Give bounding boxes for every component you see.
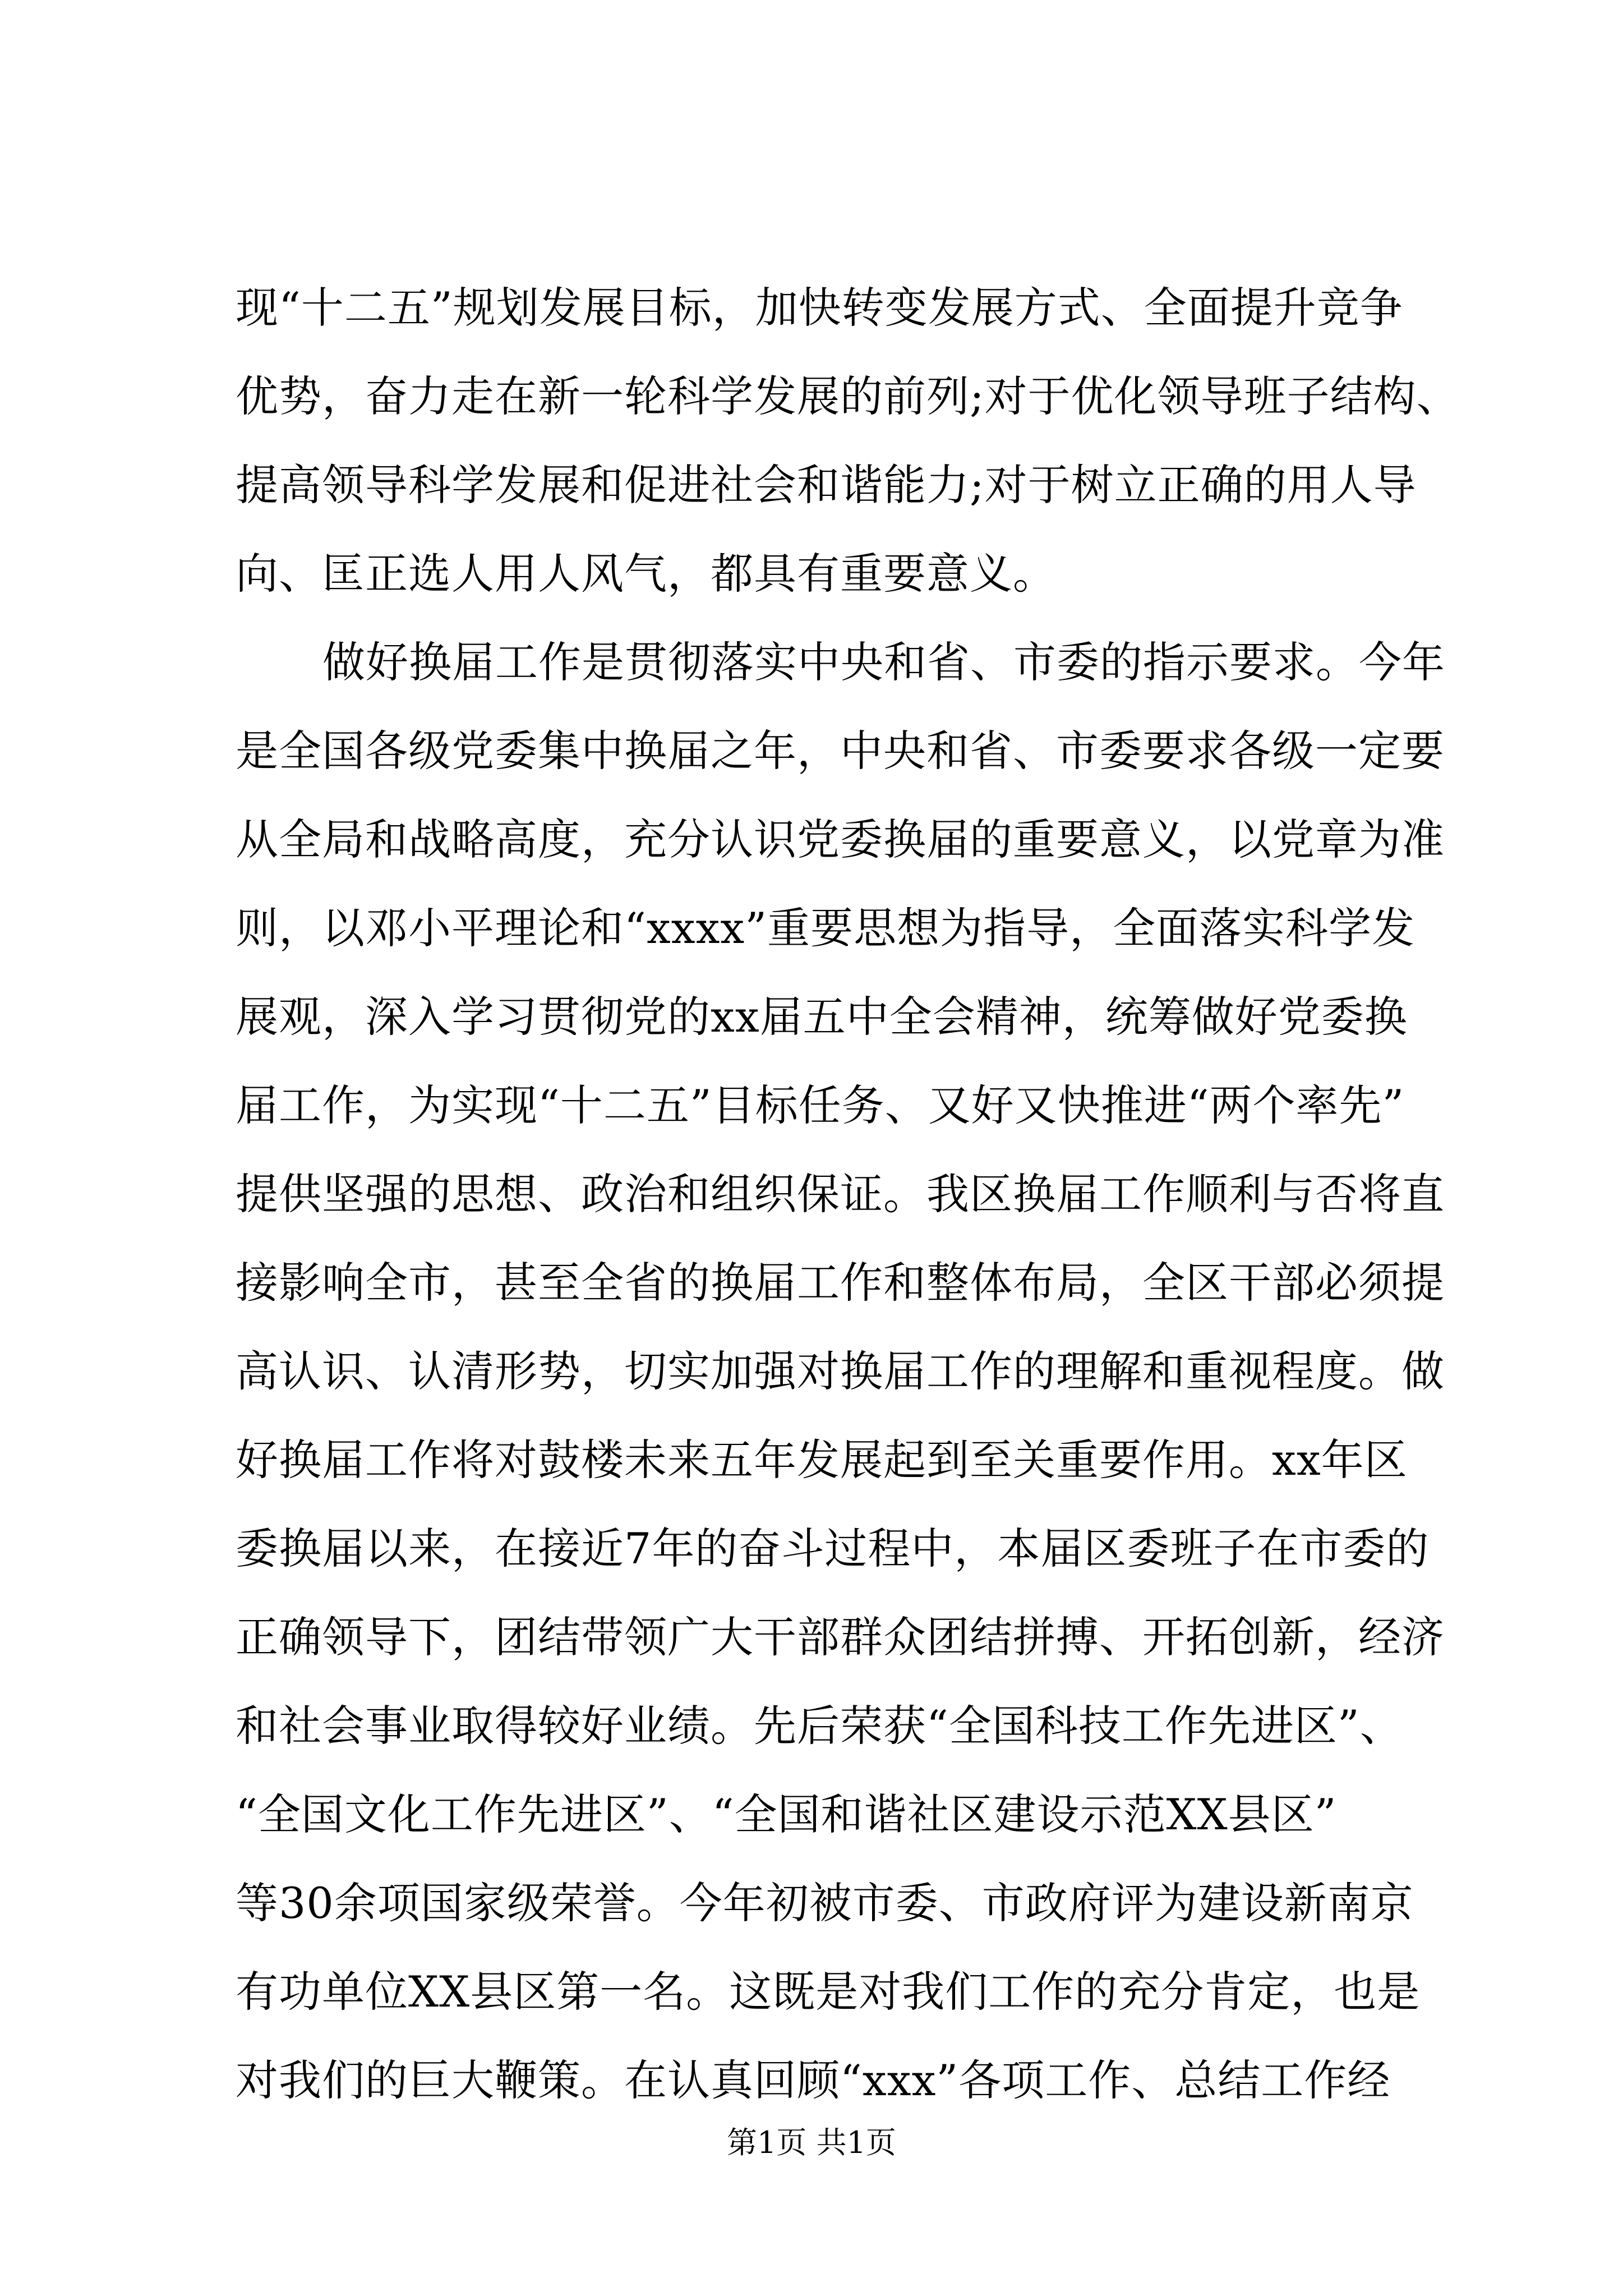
text-line: 委换届以来，在接近7年的奋斗过程中，本届区委班子在市委的 xyxy=(236,1524,1430,1573)
text-line: 提供坚强的思想、政治和组织保证。我区换届工作顺利与否将直 xyxy=(236,1169,1445,1219)
page-number-label: 第1页 共1页 xyxy=(727,2125,896,2160)
text-line: 有功单位XX县区第一名。这既是对我们工作的充分肯定，也是 xyxy=(236,1967,1421,2017)
text-line: 则，以邓小平理论和“xxxx”重要思想为指导，全面落实科学发 xyxy=(236,903,1415,953)
document-body xyxy=(236,264,1460,2125)
text-line: 正确领导下，团结带领广大干部群众团结拼搏、开拓创新，经济 xyxy=(236,1612,1445,1662)
text-line: 现“十二五”规划发展目标，加快转变发展方式、全面提升竞争 xyxy=(236,283,1403,333)
text-line: 届工作，为实现“十二五”目标任务、又好又快推进“两个率先” xyxy=(236,1080,1405,1130)
text-line: 向、匡正选人用人风气，都具有重要意义。 xyxy=(236,549,1056,599)
text-line: 提高领导科学发展和促进社会和谐能力;对于树立正确的用人导 xyxy=(236,460,1417,510)
text-line: 优势，奋力走在新一轮科学发展的前列;对于优化领导班子结构、 xyxy=(236,371,1460,421)
text-line: 从全局和战略高度，充分认识党委换届的重要意义，以党章为准 xyxy=(236,815,1445,864)
text-line: 等30余项国家级荣誉。今年初被市委、市政府评为建设新南京 xyxy=(236,1878,1414,1928)
text-line: 好换届工作将对鼓楼未来五年发展起到至关重要作用。xx年区 xyxy=(236,1435,1408,1485)
paragraph-first-line: 做好换届工作是贯彻落实中央和省、市委的指示要求。今年 xyxy=(322,637,1445,687)
text-line: “全国文化工作先进区”、“全国和谐社区建设示范XX县区” xyxy=(236,1789,1337,1839)
text-line: 接影响全市，甚至全省的换届工作和整体布局，全区干部必须提 xyxy=(236,1258,1445,1308)
text-line: 高认识、认清形势，切实加强对换届工作的理解和重视程度。做 xyxy=(236,1346,1445,1396)
text-line: 展观，深入学习贯彻党的xx届五中全会精神，统筹做好党委换 xyxy=(236,992,1408,1042)
text-line: 和社会事业取得较好业绩。先后荣获“全国科技工作先进区”、 xyxy=(236,1701,1403,1751)
text-line: 是全国各级党委集中换届之年，中央和省、市委要求各级一定要 xyxy=(236,726,1445,776)
page-footer xyxy=(0,2120,1623,2165)
text-line: 对我们的巨大鞭策。在认真回顾“xxx”各项工作、总结工作经 xyxy=(236,2055,1391,2105)
